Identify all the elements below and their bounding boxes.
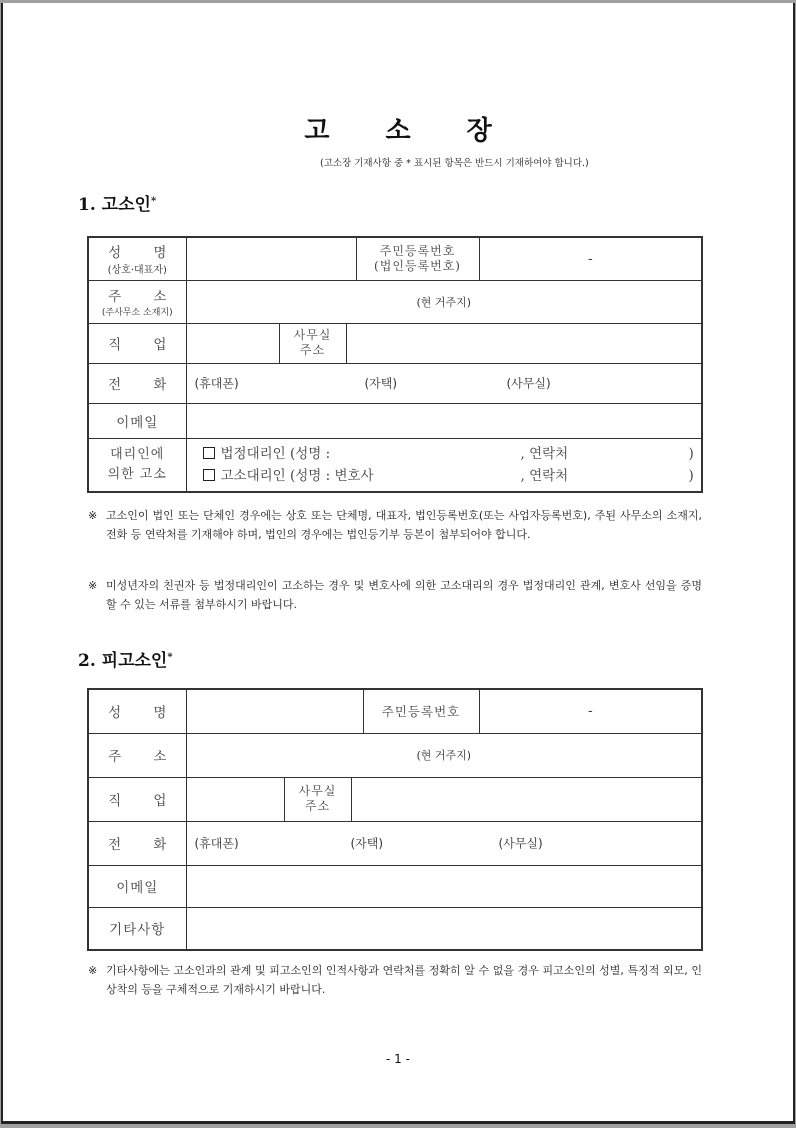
office-address-label	[284, 777, 351, 821]
complainant-email-field[interactable]	[186, 403, 702, 438]
name-label	[88, 237, 186, 280]
address-hint: (현 거주지)	[416, 749, 472, 762]
title-char: 장	[466, 116, 492, 146]
attorney-agent-checkbox[interactable]	[203, 469, 215, 481]
section-1-heading	[78, 190, 156, 215]
complainant-email-row	[88, 403, 702, 438]
close-paren: )	[688, 467, 694, 484]
title-char: 고	[304, 116, 330, 146]
contact-label: , 연락처	[520, 445, 569, 462]
id-number-label	[363, 689, 479, 733]
complainant-name-field[interactable]	[186, 237, 356, 280]
email-label-text: 이메일	[116, 414, 159, 431]
agent-label-line2: 의한 고소	[107, 466, 167, 482]
section-2-title: 2. 피고소인	[78, 651, 168, 671]
address-hint: (현 거주지)	[416, 295, 472, 309]
mobile-phone-label: (휴대폰)	[194, 376, 239, 391]
agent-complaint-row	[88, 438, 702, 492]
occupation-label	[88, 323, 186, 363]
title-char: 소	[385, 116, 411, 146]
document-page	[1, 3, 795, 1124]
office-label-line1: 사무실	[298, 784, 337, 798]
legal-representative-label: 법정대리인 (성명 :	[220, 445, 331, 462]
accused-office-address-field[interactable]	[351, 777, 702, 821]
reference-mark: ※	[88, 579, 98, 592]
accused-occupation-row	[88, 777, 702, 821]
note-text: 고소인이 법인 또는 단체인 경우에는 상호 또는 단체명, 대표자, 법인등록번호(또는 사업자등록번호), 주된 사무소의 소재지, 전화 등 연락처를 기재해야 하며, 법인의 경우에는 법인등기부 등본이 첨부되어야 합니다.	[106, 509, 702, 541]
legal-representative-checkbox[interactable]	[203, 447, 215, 459]
id-number-separator: -	[587, 703, 593, 720]
accused-phone-field[interactable]	[186, 821, 702, 865]
address-label	[88, 280, 186, 323]
phone-label	[88, 363, 186, 403]
complainant-table	[87, 236, 703, 493]
accused-other-row	[88, 907, 702, 950]
complainant-phone-field[interactable]	[186, 363, 702, 403]
accused-address-row	[88, 733, 702, 777]
id-number-sublabel: (법인등록번호)	[374, 258, 461, 273]
office-label-line2: 주소	[299, 343, 326, 357]
accused-other-field[interactable]	[186, 907, 702, 950]
complainant-address-field[interactable]	[186, 280, 702, 323]
office-label-line1: 사무실	[293, 328, 332, 342]
complainant-name-row	[88, 237, 702, 280]
document-title	[0, 110, 796, 147]
section-1-title: 1. 고소인	[78, 195, 151, 215]
accused-name-row	[88, 689, 702, 733]
complainant-id-number-field[interactable]	[479, 237, 702, 280]
accused-table	[87, 688, 703, 951]
agent-options-cell	[186, 438, 702, 492]
email-label	[88, 865, 186, 907]
address-label-text: 주 소	[108, 749, 181, 765]
home-phone-label: (자택)	[364, 376, 398, 391]
legal-representative-option[interactable]	[203, 443, 702, 465]
address-sublabel: (주사무소 소재지)	[101, 308, 173, 318]
email-label-text: 이메일	[116, 880, 159, 896]
email-label	[88, 403, 186, 438]
address-label-text: 주 소	[108, 289, 181, 305]
agent-label	[88, 438, 186, 492]
office-address-label	[279, 323, 346, 363]
document-subtitle: (고소장 기재사항 중 * 표시된 항목은 반드시 기재하여야 합니다.)	[320, 158, 589, 169]
page-number: - 1 -	[386, 1052, 410, 1066]
mobile-phone-label: (휴대폰)	[194, 836, 239, 851]
section-1-note-2	[88, 576, 702, 614]
accused-phone-row	[88, 821, 702, 865]
home-phone-label: (자택)	[350, 836, 384, 851]
complainant-occupation-field[interactable]	[186, 323, 279, 363]
close-paren: )	[688, 445, 694, 462]
occupation-label	[88, 777, 186, 821]
address-label	[88, 733, 186, 777]
accused-email-row	[88, 865, 702, 907]
name-label-text: 성 명	[108, 705, 181, 722]
phone-label-text: 전 화	[108, 377, 181, 393]
accused-email-field[interactable]	[186, 865, 702, 907]
accused-address-field[interactable]	[186, 733, 702, 777]
section-2-note-1	[88, 961, 702, 999]
name-sublabel: (상호·대표자)	[107, 265, 167, 277]
other-label-text: 기타사항	[109, 922, 166, 939]
reference-mark: ※	[88, 964, 98, 977]
name-label	[88, 689, 186, 733]
id-number-separator: -	[587, 250, 593, 267]
name-label-text: 성 명	[108, 245, 181, 262]
accused-id-number-field[interactable]	[479, 689, 702, 733]
occupation-label-text: 직 업	[108, 793, 181, 809]
complainant-phone-row	[88, 363, 702, 403]
occupation-label-text: 직 업	[108, 337, 181, 353]
note-text: 기타사항에는 고소인과의 관계 및 피고소인의 인적사항과 연락처를 정확히 알 수 없을 경우 피고소인의 성별, 특징적 외모, 인상착의 등을 구체적으로 기재하시기 바랍니다.	[106, 964, 702, 996]
office-label-line2: 주소	[304, 799, 331, 813]
accused-name-field[interactable]	[186, 689, 363, 733]
complainant-office-address-field[interactable]	[346, 323, 702, 363]
contact-label: , 연락처	[520, 467, 569, 484]
accused-occupation-field[interactable]	[186, 777, 284, 821]
id-number-label-text: 주민등록번호	[381, 704, 461, 720]
required-mark: *	[150, 196, 157, 207]
phone-label-text: 전 화	[108, 837, 181, 853]
note-text: 미성년자의 친권자 등 법정대리인이 고소하는 경우 및 변호사에 의한 고소대리의 경우 법정대리인 관계, 변호사 선임을 증명할 수 있는 서류를 첨부하시기 바랍니다.	[106, 579, 702, 611]
complainant-address-row	[88, 280, 702, 323]
phone-label	[88, 821, 186, 865]
office-phone-label: (사무실)	[498, 836, 543, 851]
id-number-label	[356, 237, 479, 280]
complainant-occupation-row	[88, 323, 702, 363]
agent-label-line1: 대리인에	[110, 446, 165, 462]
other-label	[88, 907, 186, 950]
section-1-note-1	[88, 506, 702, 544]
reference-mark: ※	[88, 509, 98, 522]
attorney-agent-option[interactable]	[203, 465, 702, 487]
section-2-heading	[78, 646, 173, 671]
office-phone-label: (사무실)	[506, 376, 551, 391]
required-mark: *	[167, 652, 173, 663]
attorney-agent-label: 고소대리인 (성명 : 변호사	[220, 467, 374, 484]
id-number-label-text: 주민등록번호	[379, 243, 456, 258]
